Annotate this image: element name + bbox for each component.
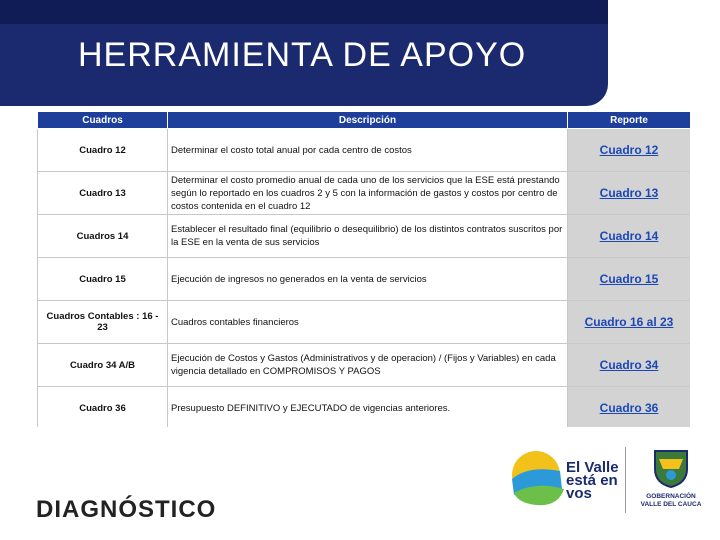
- brand-line-3: vos: [566, 485, 592, 502]
- table-row: [38, 215, 691, 258]
- description-cell: Determinar el costo promedio anual de cada uno de los servicios que la ESE está prestando según lo reportado en los cuadros 2 y 5 con la información de gastos y costos por centro de costos contenida en el cuadro 12: [168, 172, 568, 215]
- cuadros-table: [37, 111, 690, 427]
- cuadro-cell: Cuadros Contables : 16 - 23: [38, 301, 168, 344]
- page-title: HERRAMIENTA DE APOYO: [78, 36, 527, 74]
- table-row: [38, 129, 691, 172]
- report-cell: [568, 129, 691, 172]
- report-link-cuadro-12[interactable]: Cuadro 12: [599, 143, 659, 157]
- report-cell: [568, 258, 691, 301]
- gobernacion-text: [636, 493, 706, 509]
- el-valle-logo-text: [566, 461, 619, 500]
- coat-of-arms-icon: [649, 445, 693, 489]
- logo-divider: [625, 447, 626, 513]
- column-header-cuadros: Cuadros: [38, 112, 168, 129]
- logos-area: [508, 443, 708, 523]
- report-link-cuadro-16-al-23[interactable]: Cuadro 16 al 23: [584, 315, 674, 329]
- description-cell: Cuadros contables financieros: [168, 301, 568, 344]
- cuadro-cell: Cuadro 15: [38, 258, 168, 301]
- table-header-row: [38, 112, 691, 129]
- cuadro-cell: Cuadro 12: [38, 129, 168, 172]
- description-cell: Ejecución de ingresos no generados en la venta de servicios: [168, 258, 568, 301]
- brand-line-2: está en: [566, 472, 618, 489]
- table-row: [38, 344, 691, 387]
- cuadro-cell: Cuadro 34 A/B: [38, 344, 168, 387]
- el-valle-logo-icon: [508, 445, 568, 515]
- report-cell: [568, 172, 691, 215]
- gob-line-2: VALLE DEL CAUCA: [640, 501, 702, 508]
- description-cell: Establecer el resultado final (equilibrio o desequilibrio) de los distintos contratos suscritos por la ESE en la venta de sus servicios: [168, 215, 568, 258]
- description-cell: Determinar el costo total anual por cada centro de costos: [168, 129, 568, 172]
- table-row: [38, 387, 691, 428]
- column-header-reporte: Reporte: [568, 112, 691, 129]
- report-cell: [568, 301, 691, 344]
- report-link-cuadro-13[interactable]: Cuadro 13: [599, 186, 659, 200]
- diagnostico-label: DIAGNÓSTICO: [36, 496, 217, 523]
- cuadro-cell: Cuadros 14: [38, 215, 168, 258]
- description-cell: Presupuesto DEFINITIVO y EJECUTADO de vigencias anteriores.: [168, 387, 568, 428]
- report-cell: [568, 387, 691, 428]
- report-link-cuadro-15[interactable]: Cuadro 15: [599, 272, 659, 286]
- gob-line-1: GOBERNACIÓN: [646, 493, 696, 500]
- table-row: [38, 172, 691, 215]
- table-row: [38, 301, 691, 344]
- description-cell: Ejecución de Costos y Gastos (Administrativos y de operacion) / (Fijos y Variables) en cada vigencia detallado en COMPROMISOS Y PAGOS: [168, 344, 568, 387]
- cuadro-cell: Cuadro 13: [38, 172, 168, 215]
- report-cell: [568, 344, 691, 387]
- report-link-cuadro-36[interactable]: Cuadro 36: [599, 401, 659, 415]
- brand-line-1: El Valle: [566, 459, 619, 476]
- table-row: [38, 258, 691, 301]
- report-cell: [568, 215, 691, 258]
- report-link-cuadro-34[interactable]: Cuadro 34: [599, 358, 659, 372]
- cuadros-table-container: [37, 111, 690, 427]
- column-header-descripcion: Descripción: [168, 112, 568, 129]
- cuadro-cell: Cuadro 36: [38, 387, 168, 428]
- report-link-cuadro-14[interactable]: Cuadro 14: [599, 229, 659, 243]
